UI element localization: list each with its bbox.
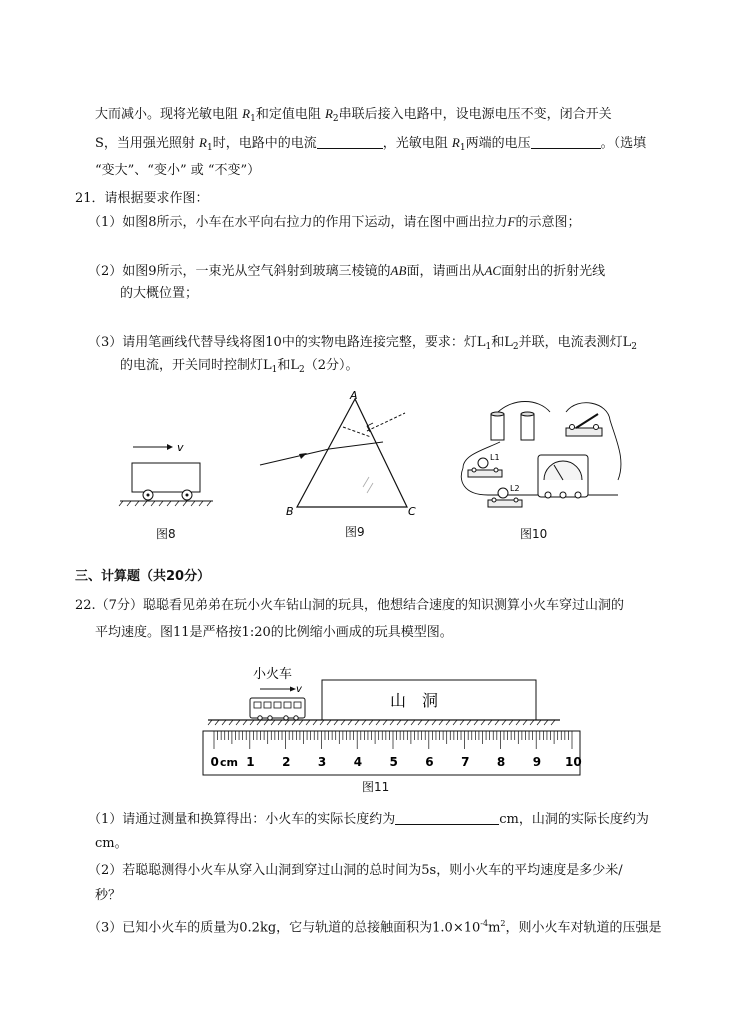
battery-2: [521, 412, 534, 440]
q22-part1-line2: cm。: [95, 836, 128, 851]
answer-blank-voltage[interactable]: [531, 134, 601, 149]
figure-8-caption: 图8: [156, 527, 176, 541]
refracted-ray: [329, 442, 383, 449]
tunnel-label: 山 洞: [390, 691, 439, 710]
lamp-L1-label: L1: [490, 453, 500, 462]
ruler-tick-label: 3: [317, 755, 327, 769]
velocity-label: v: [296, 684, 302, 695]
q22-part2-line1: （2）若聪聪测得小火车从穿入山洞到穿过山洞的总时间为5s，则小火车的平均速度是多少米/: [88, 863, 623, 878]
ruler-tick-label: 8: [496, 755, 506, 769]
q20-line3: “变大”、“变小” 或 “不变”）: [95, 163, 261, 178]
ray-arrowhead-icon: [299, 453, 307, 459]
ruler-tick-label: 1: [246, 755, 255, 769]
q21-part1: （1）如图8所示，小车在水平向右拉力的作用下运动，请在图中画出拉力F的示意图；: [88, 214, 581, 230]
normal-line-dashed: [343, 427, 371, 437]
glass-shade: [363, 477, 369, 487]
q20-line1: 大而减小。现将光敏电阻 $R_1$和定值电阻 $R_2$串联后接入电路中，设电源电压不变，闭合开关: [95, 106, 612, 124]
ammeter: [538, 455, 588, 498]
q22-part3-line1: （3）已知小火车的质量为0.2kg，它与轨道的总接触面积为$1.0\times 10^{-4}m^2$，则小火车对轨道的压强是: [88, 919, 662, 936]
switch: [566, 414, 602, 436]
figure-9-prism: [255, 385, 430, 520]
cart-body: [132, 463, 200, 492]
q21-part3-line1: （3）请用笔画线代替导线将图10中的实物电路连接完整，要求：灯$L_1$和$L_2$并联，电流表测灯$L_2$: [88, 335, 637, 352]
ruler-tick-label: 7: [461, 755, 470, 769]
figure-10-circuit: [458, 400, 628, 515]
ruler-tick-label: 5: [389, 755, 398, 769]
train-label: 小火车: [253, 667, 293, 682]
q20-line2: S，当用强光照射 $R_1$时，电路中的电流 ，光敏电阻 $R_1$两端的电压 。（选填: [95, 135, 647, 153]
battery-1: [491, 412, 504, 440]
vertex-C-label: C: [408, 505, 416, 518]
lamp-L2-label: L2: [510, 484, 520, 493]
velocity-label: v: [177, 441, 184, 454]
answer-blank-train-length[interactable]: [395, 810, 499, 825]
ruler-unit-label: cm: [220, 756, 238, 769]
figure-11-ruler-diagram: [200, 662, 590, 777]
arrowhead-icon: [167, 444, 173, 450]
track-hatch: [208, 720, 555, 725]
ruler-tick-label: 2: [282, 755, 291, 769]
q22-part1-line1: （1）请通过测量和换算得出：小火车的实际长度约为 cm，山洞的实际长度约为: [88, 812, 649, 827]
q21-part3-line2: 的电流，开关同时控制灯$L_1$和$L_2(2$分）。: [120, 358, 359, 375]
q21-title: 21．请根据要求作图：: [75, 191, 209, 206]
ruler-tick-label: 0: [210, 755, 219, 769]
incident-ray: [260, 449, 329, 465]
ruler-tick-label: 6: [425, 755, 434, 769]
section-3-title: 三、计算题（共20分）: [75, 569, 211, 584]
q21-part2-line1: （2）如图9所示，一束光从空气斜射到玻璃三棱镜的AB面，请画出从AC面射出的折射光线: [88, 263, 606, 279]
ground-hatch: [119, 501, 211, 506]
ruler-tick-label: 9: [532, 755, 542, 769]
train-model: [250, 698, 305, 720]
q22-line2: 平均速度。图11是严格按1:20的比例缩小画成的玩具模型图。: [95, 625, 453, 640]
q22-part2-line2: 秒？: [95, 888, 122, 903]
figure-10-caption: 图10: [520, 527, 548, 541]
figure-8-cart: [115, 440, 215, 510]
ruler-tick-label: 10: [565, 755, 582, 769]
ruler-tick-label: 4: [353, 755, 363, 769]
figure-9-caption: 图9: [345, 525, 365, 539]
vertex-A-label: A: [350, 389, 358, 402]
vertex-B-label: B: [286, 505, 294, 518]
figure-11-caption: 图11: [362, 780, 390, 794]
glass-shade: [367, 483, 373, 493]
q22-line1: 22.（7分）聪聪看见弟弟在玩小火车钻山洞的玩具，他想结合速度的知识测算小火车穿过山洞的: [75, 598, 624, 613]
normal-line-dashed: [367, 413, 405, 431]
answer-blank-current[interactable]: [317, 134, 383, 149]
q21-part2-line2: 的大概位置；: [120, 286, 199, 301]
